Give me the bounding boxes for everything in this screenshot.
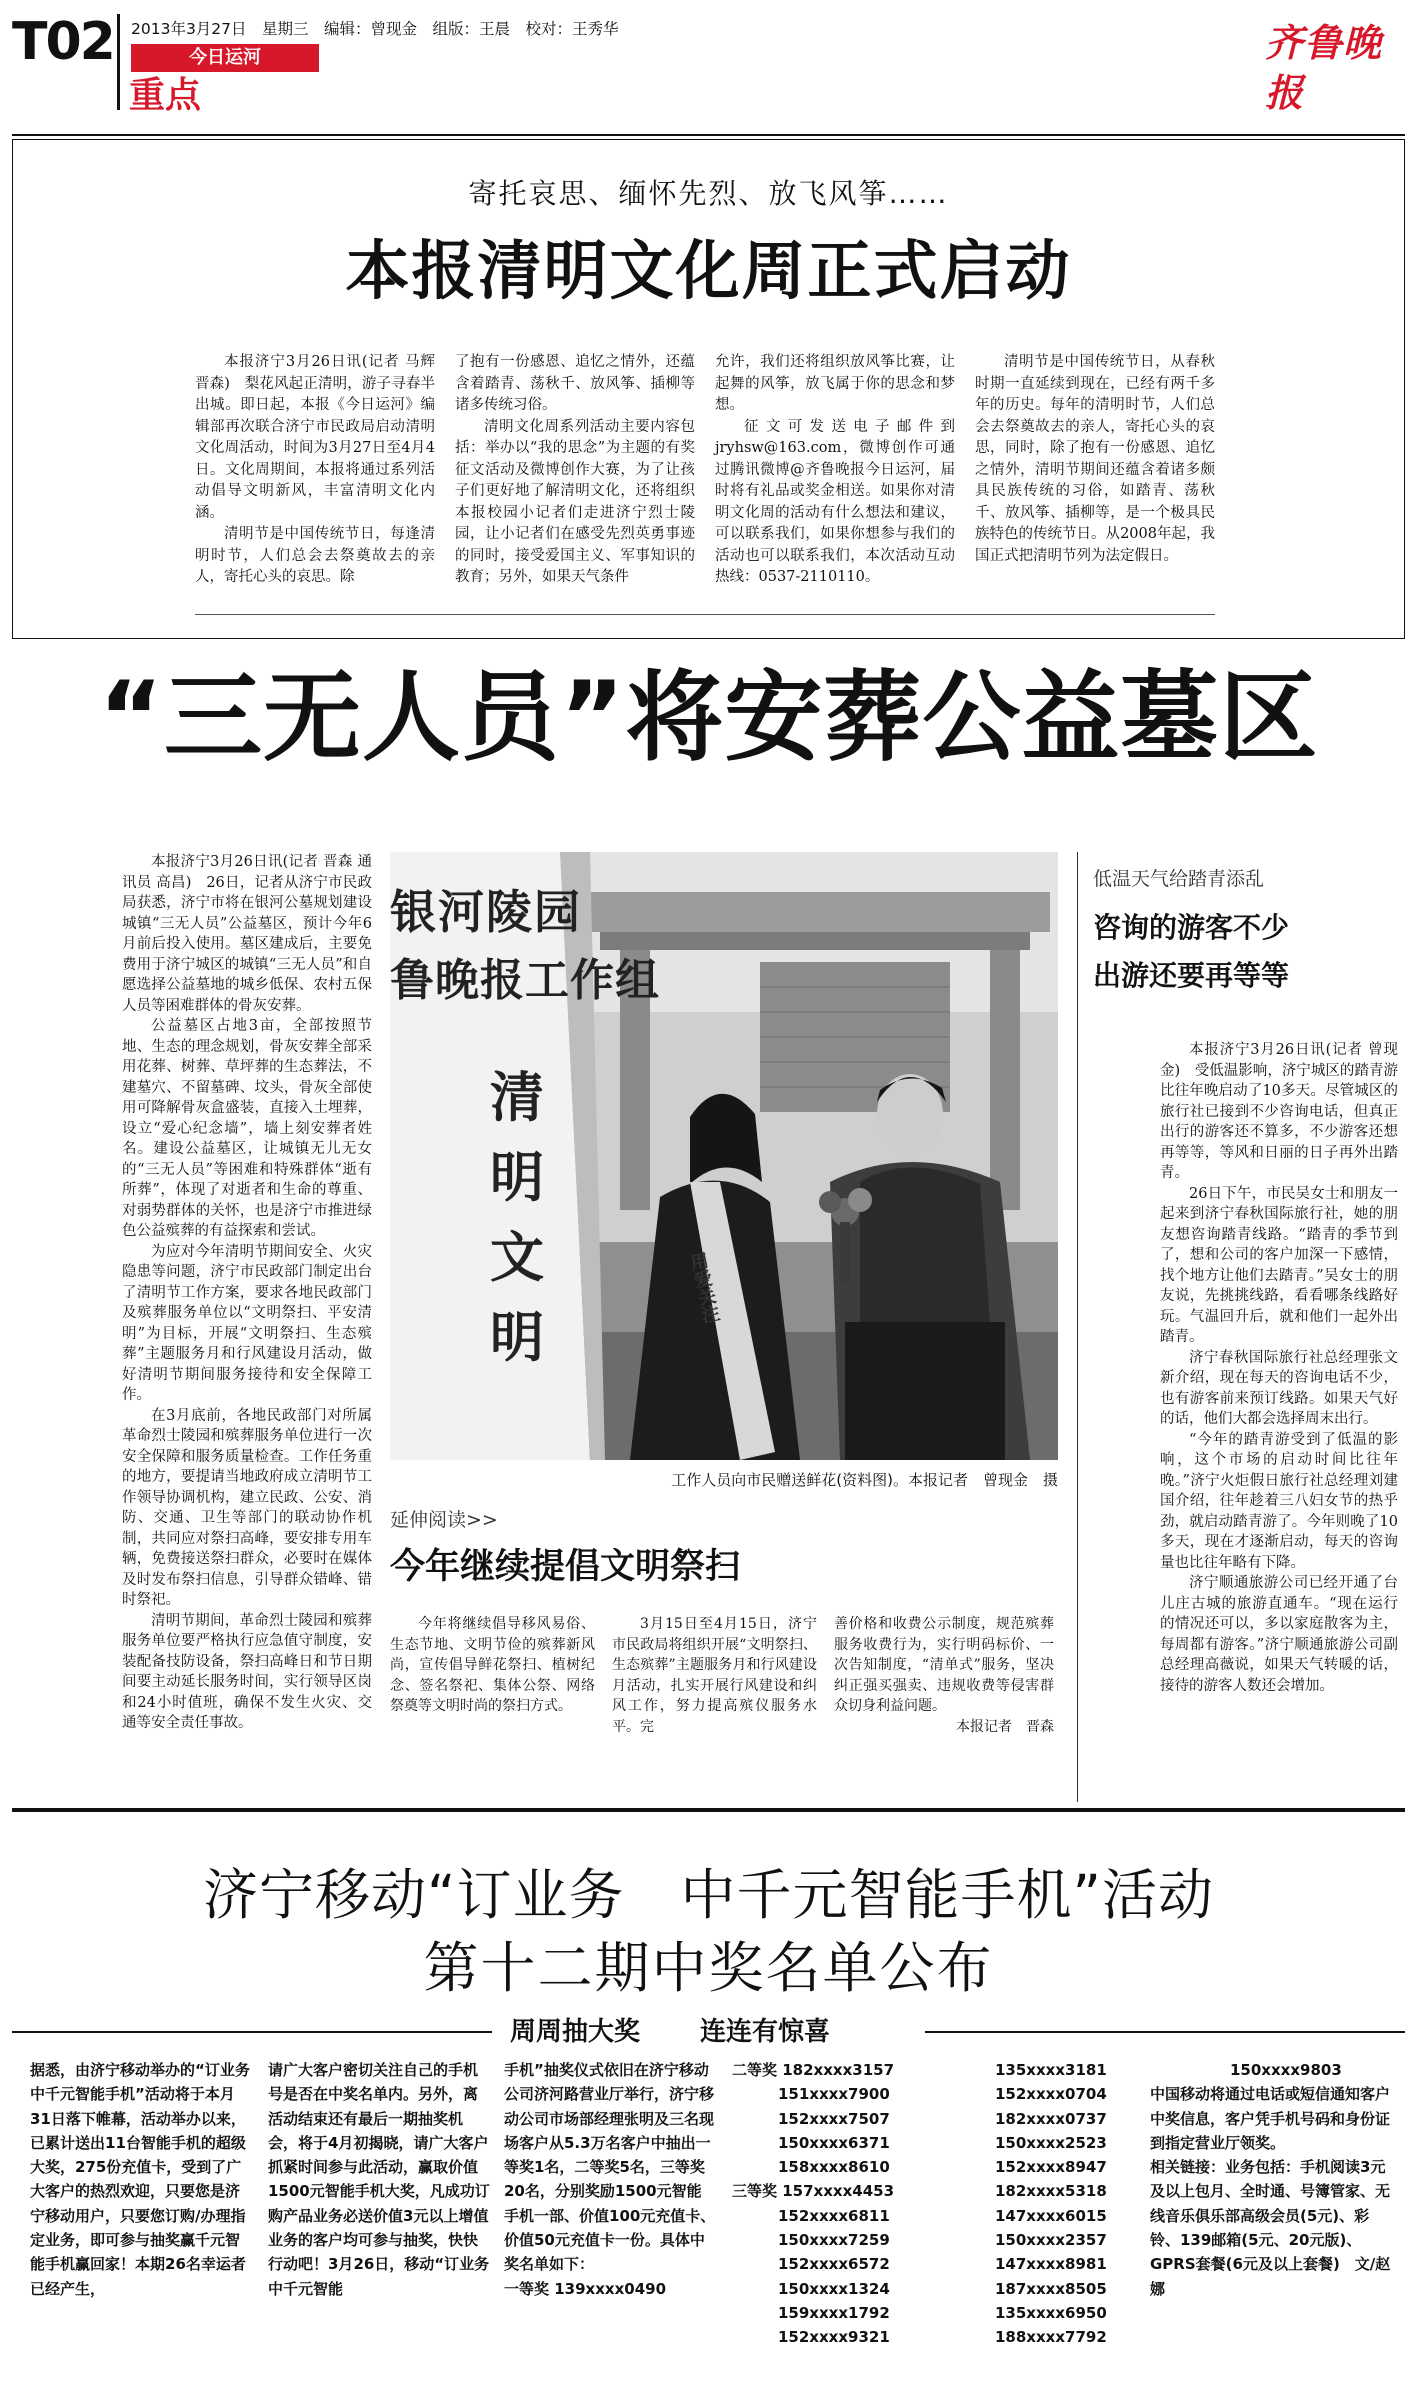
paragraph: 手机”抽奖仪式依旧在济宁移动公司济河路营业厅举行，济宁移动公司市场部经理张明及三名现场客户从5.3万名客户中抽出一等奖1名，二等奖5名，三等奖20名，分别奖励1500元智能手机一部、价值100元充值卡、价值50元充值卡一份。具体中奖名单如下： <box>504 2061 716 2274</box>
winner-row: 150xxxx2523 <box>995 2133 1107 2152</box>
ad-text-column-2 <box>268 2058 505 2378</box>
winner-row: 147xxxx6015 <box>995 2206 1107 2225</box>
banner-text-vertical: 清明文明 <box>490 1065 544 1369</box>
winner-row: 150xxxx7259 <box>778 2231 890 2250</box>
article2-column-1 <box>122 852 372 1802</box>
sub-byline: 本报记者 晋森 <box>956 1718 1054 1735</box>
winner-row: 158xxxx8610 <box>778 2158 890 2177</box>
paragraph: 请广大客户密切关注自己的手机号是否在中奖名单内。另外，离活动结束还有最后一期抽奖机会，将于4月初揭晓，请广大客户抓紧时间参与此活动，赢取价值1500元智能手机大奖，凡成功订购产品业务必送价值3元以上增值业务的客户均可参与抽奖，快快行动吧！3月26日，移动“订业务 中千元智能 <box>268 2061 505 2298</box>
ad-title-2: 第十二期中奖名单公布 <box>423 1936 994 2000</box>
paragraph: 了抱有一份感恩、追忆之情外，还蕴含着踏青、荡秋千、放风筝、插柳等诸多传统习俗。 <box>455 354 695 413</box>
article1-bottom-rule <box>195 614 1215 615</box>
sidebar-kicker: 低温天气给踏青添乱 <box>1093 868 1265 890</box>
article1-column-4 <box>975 352 1215 600</box>
first-prize-number: 139xxxx0490 <box>554 2279 667 2298</box>
paragraph: 征文可发送电子邮件到jryhsw@163.com，微博创作可通过腾讯微博@齐鲁晚报今日运河，届时将有礼品或奖金相送。如果你对清明文化周的活动有什么想法和建议，可以联系我们，如果你想参与我们的活动也可以联系我们，本次活动互动热线：0537-2110110。 <box>715 418 955 585</box>
winner-row: 150xxxx1324 <box>778 2279 890 2298</box>
sidebar-headline-1: 咨询的游客不少 <box>1093 911 1290 944</box>
winner-row: 150xxxx9803 <box>1230 2061 1342 2079</box>
news-photo <box>390 852 1058 1460</box>
ad-rule-left <box>12 2031 492 2033</box>
page-number: T02 <box>12 12 114 72</box>
article1-headline: 本报清明文化周正式启动 <box>345 235 1072 309</box>
ad-title-1: 济宁移动“订业务 中千元智能手机”活动 <box>203 1863 1214 1927</box>
ad-text-column-3 <box>504 2058 716 2378</box>
paragraph: 为应对今年清明节期间安全、火灾隐患等问题，济宁市民政部门制定出台了清明节工作方案，要求各地民政部门及殡葬服务单位以“文明祭扫、平安清明”为目标，开展“文明祭扫、生态殡葬”主题服务月和行风建设月活动，做好清明节期间服务接待和安全保障工作。 <box>122 1243 372 1403</box>
article1-column-3 <box>715 352 955 600</box>
paragraph: 26日下午，市民吴女士和朋友一起来到济宁春秋国际旅行社，她的朋友想咨询踏青线路。“踏青的季节到了，想和公司的客户加深一下感情，找个地方让他们去踏青。”吴女士的朋友说，先挑挑线路，看看哪条线路好玩。气温回升后，就和他们一起外出踏青。 <box>1160 1185 1398 1345</box>
sub-kicker: 延伸阅读>> <box>390 1509 498 1531</box>
paragraph: “今年的踏青游受到了低温的影响，这个市场的启动时间比往年晚。”济宁火炬假日旅行社总经理刘建国介绍，往年趁着三八妇女节的热乎劲，就启动踏青游了。今年则晚了10多天，现在才逐渐启动，每天的咨询量也比往年略有下降。 <box>1160 1431 1398 1571</box>
sidebar-divider <box>1077 852 1078 1802</box>
paragraph: 清明文化周系列活动主要内容包括：举办以“我的思念”为主题的有奖征文活动及微博创作大赛，为了让孩子们更好地了解清明文化，还将组织本报校园小记者们走进济宁烈士陵园，让小记者们在感受先烈英勇事迹的同时，接受爱国主义、军事知识的教育；另外，如果天气条件 <box>455 418 695 585</box>
sub-column-1 <box>390 1614 595 1814</box>
winner-row: 152xxxx6572 <box>778 2255 890 2274</box>
paragraph: 清明节期间，革命烈士陵园和殡葬服务单位要严格执行应急值守制度，安装配备技防设备，祭扫高峰日和节日期间要主动延长服务时间，实行领导区岗和24小时值班，确保不发生火灾、交通等安全责任事故。 <box>122 1612 372 1731</box>
masthead-meta: 2013年3月27日 星期三 编辑：曾现金 组版：王晨 校对：王秀华 <box>131 20 619 38</box>
paragraph: 济宁顺通旅游公司已经开通了台儿庄古城的旅游直通车。“现在运行的情况还可以，多以家庭散客为主，每周都有游客。”济宁顺通旅游公司副总经理高薇说，如果天气转暖的话，接待的游客人数还会增加。 <box>1160 1575 1398 1694</box>
winner-row: 152xxxx0704 <box>995 2085 1107 2104</box>
banner-text-1: 银河陵园 <box>390 885 582 939</box>
winner-row: 150xxxx2357 <box>995 2231 1107 2250</box>
sub-headline: 今年继续提倡文明祭扫 <box>390 1547 741 1587</box>
winner-row: 182xxxx0737 <box>995 2109 1107 2128</box>
sidebar-headline-2: 出游还要再等等 <box>1093 959 1290 992</box>
paragraph: 允许，我们还将组织放风筝比赛，让起舞的风筝，放飞属于你的思念和梦想。 <box>715 354 955 413</box>
winner-row: 135xxxx3181 <box>995 2061 1107 2079</box>
article2-headline: “三无人员”将安葬公益墓区 <box>98 661 1319 775</box>
first-prize-label: 一等奖 <box>504 2279 550 2298</box>
winner-column-2 <box>732 2058 932 2350</box>
paragraph: 本报济宁3月26日讯(记者 马辉 晋森) 梨花风起正清明，游子寻春半出城。即日起，本报《今日运河》编辑部再次联合济宁市民政局启动清明文化周活动，时间为3月27日至4月4日。文化周期间，本报将通过系列活动倡导文明新风，丰富清明文化内涵。 <box>195 354 435 521</box>
paragraph: 本报济宁3月26日讯(记者 晋森 通讯员 高昌) 26日，记者从济宁市民政局获悉，济宁市将在银河公墓规划建设城镇“三无人员”公益墓区，预计今年6月前后投入使用。墓区建成后，主要免费用于济宁城区的城镇“三无人员”和自愿选择公益墓地的城乡低保、农村五保人员等困难群体的骨灰安葬。 <box>122 854 372 1014</box>
winner-row <box>732 2179 932 2203</box>
sub-column-3 <box>834 1614 1054 1814</box>
winner-row: 182xxxx5318 <box>995 2182 1107 2201</box>
winner-column-3 <box>995 2058 1125 2350</box>
second-prize-label: 二等奖 <box>732 2061 778 2079</box>
ad-text-column-4 <box>1150 2058 1398 2378</box>
winner-row: 152xxxx8947 <box>995 2158 1107 2177</box>
winner-row: 159xxxx1792 <box>778 2303 890 2322</box>
winner-row: 152xxxx7507 <box>778 2109 890 2128</box>
paragraph: 3月15日至4月15日，济宁市民政局将组织开展“文明祭扫、生态殡葬”主题服务月和行风建设月活动，扎实开展行风建设和纠风工作，努力提高殡仪服务水平。完 <box>612 1616 817 1735</box>
paragraph: 在3月底前，各地民政部门对所属革命烈士陵园和殡葬服务单位进行一次安全保障和服务质量检查。工作任务重的地方，要提请当地政府成立清明节工作领导协调机构，建立民政、公安、消防、交通、卫生等部门的联动协作机制，共同应对祭扫高峰，要安排专用车辆，免费接送祭扫群众，必要时在媒体及时发布祭扫信息，引导群众错峰、错时祭祀。 <box>122 1407 372 1608</box>
ad-rule-right <box>925 2031 1405 2033</box>
paragraph: 济宁春秋国际旅行社总经理张文新介绍，现在每天的咨询电话不少，也有游客前来预订线路。如果天气好的话，他们大都会选择周末出行。 <box>1160 1349 1398 1427</box>
newspaper-logo: 齐鲁晚报 <box>1265 20 1383 115</box>
ad-slogan-left: 周周抽大奖 <box>510 2017 641 2047</box>
masthead-divider <box>117 14 120 110</box>
winner-row: 152xxxx6811 <box>778 2206 890 2225</box>
winner-row: 187xxxx8505 <box>995 2279 1107 2298</box>
winner-number: 157xxxx4453 <box>782 2182 895 2201</box>
photo-caption: 工作人员向市民赠送鲜花(资料图)。本报记者 曾现金 摄 <box>671 1471 1058 1489</box>
ad-note: 中国移动将通过电话或短信通知客户中奖信息，客户凭手机号码和身份证到指定营业厅领奖。 <box>1150 2085 1391 2152</box>
third-prize-label: 三等奖 <box>732 2182 778 2201</box>
section-name: 重点 <box>129 75 202 116</box>
ad-text-column-1 <box>30 2058 252 2378</box>
paragraph: 善价格和收费公示制度，规范殡葬服务收费行为，实行明码标价、一次告知制度，“清单式”服务，坚决纠正强买强卖、违规收费等侵害群众切身利益问题。 <box>834 1616 1054 1714</box>
paragraph: 公益墓区占地3亩，全部按照节地、生态的理念规划，骨灰安葬全部采用花葬、树葬、草坪葬的生态葬法，不建墓穴、不留墓碑、坟头，骨灰全部使用可降解骨灰盒盛装，直接入土埋葬，设立“爱心纪念墙”，墙上刻安葬者姓名。建设公益墓区，让城镇无儿无女的“三无人员”等困难和特殊群体“逝有所葬”，体现了对逝者和生命的尊重、对弱势群体的关怀，也是济宁市推进绿色公益殡葬的有益探索和尝试。 <box>122 1018 372 1239</box>
winner-number: 182xxxx3157 <box>782 2061 895 2079</box>
winner-row <box>732 2058 932 2082</box>
winner-row: 147xxxx8981 <box>995 2255 1107 2274</box>
banner-text-2: 鲁晚报工作组 <box>390 955 660 1006</box>
paragraph: 据悉，由济宁移动举办的“订业务中千元智能手机”活动将于本月31日落下帷幕，活动举办以来，已累计送出11台智能手机的超级大奖，275份充值卡，受到了广大客户的热烈欢迎，只要您是济宁移动用户，只要您订购/办理指定业务，即可参与抽奖赢千元智能手机赢回家！本期26名幸运者已经产生， <box>30 2061 250 2298</box>
sidebar-body <box>1160 1040 1398 1800</box>
ad-slogan-right: 连连有惊喜 <box>700 2017 831 2047</box>
article1-column-2 <box>455 352 695 600</box>
winner-row: 151xxxx7900 <box>778 2085 890 2104</box>
paragraph: 清明节是中国传统节日，从春秋时期一直延续到现在，已经有两千多年的历史。每年的清明时节，人们总会去祭奠故去的亲人，寄托心头的哀思，同时，除了抱有一份感恩、追忆之情外，清明节期间还蕴含着诸多颇具民族传统的习俗，如踏青、荡秋千、放风筝、插柳等，是一个极具民族特色的传统节日。从2008年起，我国正式把清明节列为法定假日。 <box>975 354 1215 564</box>
section-tag: 今日运河 <box>131 44 319 72</box>
paragraph: 今年将继续倡导移风易俗、生态节地、文明节俭的殡葬新风尚，宣传倡导鲜花祭扫、植树纪念、签名祭祀、集体公祭、网络祭奠等文明时尚的祭扫方式。 <box>390 1616 595 1714</box>
ad-related-business: 相关链接：业务包括：手机阅读3元及以上包月、全时通、号簿管家、无线音乐俱乐部高级会员(5元)、彩铃、139邮箱(5元、20元版)、GPRS套餐(6元及以上套餐) 文/赵娜 <box>1150 2158 1391 2298</box>
winner-row: 135xxxx6950 <box>995 2303 1107 2322</box>
paragraph: 本报济宁3月26日讯(记者 曾现金) 受低温影响，济宁城区的踏青游比往年晚启动了10多天。尽管城区的旅行社已接到不少咨询电话，但真正出行的游客还不算多，不少游客还想再等等，等风和日丽的日子再外出踏青。 <box>1160 1042 1398 1181</box>
article1-column-1 <box>195 352 435 600</box>
first-prize-row <box>504 2277 716 2301</box>
article1-kicker: 寄托哀思、缅怀先烈、放飞风筝…… <box>468 177 949 210</box>
winner-row: 150xxxx6371 <box>778 2133 890 2152</box>
sash-text: 用爱关注 <box>685 1250 722 1326</box>
article2-frame-bottom <box>12 1808 1405 1812</box>
winner-row: 188xxxx7792 <box>995 2328 1107 2347</box>
masthead-rule <box>12 134 1405 136</box>
paragraph: 清明节是中国传统节日，每逢清明时节，人们总会去祭奠故去的亲人，寄托心头的哀思。除 <box>195 526 435 585</box>
sub-column-2 <box>612 1614 817 1814</box>
winner-row: 152xxxx9321 <box>778 2328 890 2347</box>
